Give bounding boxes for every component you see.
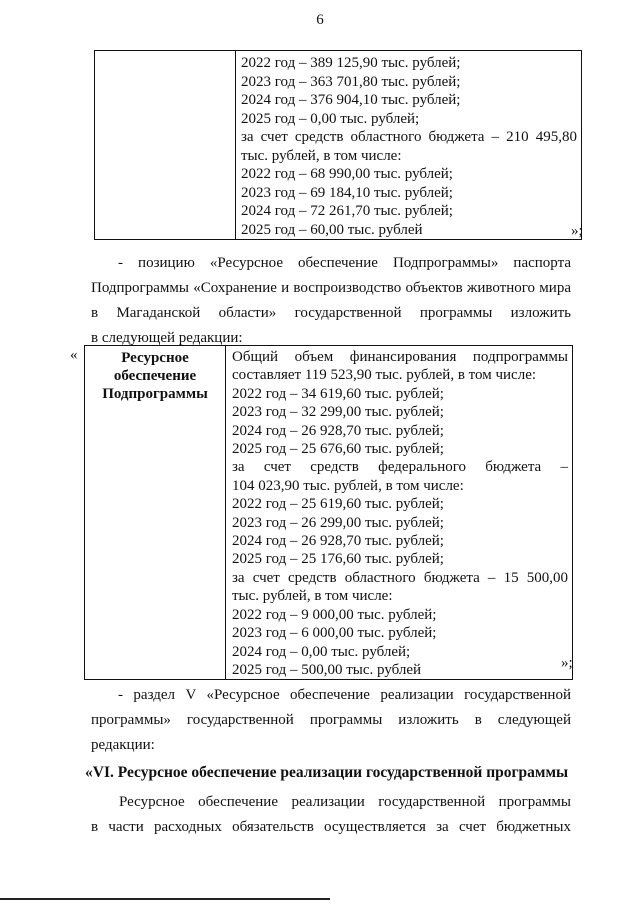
table2-line: 2024 год – 26 928,70 тыс. рублей;	[232, 422, 444, 439]
table2-line: 2025 год – 500,00 тыс. рублей	[232, 661, 422, 678]
table1-line: за счет средств областного бюджета – 210 495,80	[241, 129, 577, 145]
table1-line: 2022 год – 68 990,00 тыс. рублей;	[241, 166, 453, 182]
table2-line: за счет средств федерального бюджета –	[232, 459, 568, 476]
table2-line: 2023 год – 26 299,00 тыс. рублей;	[232, 514, 444, 531]
table2-line: 2023 год – 6 000,00 тыс. рублей;	[232, 625, 437, 642]
paragraph-line: Подпрограммы «Сохранение и воспроизводство объектов животного мира	[91, 280, 571, 296]
page-number: 6	[316, 12, 324, 28]
table2-line: 2025 год – 25 176,60 тыс. рублей;	[232, 551, 444, 568]
table1-line: 2025 год – 60,00 тыс. рублей	[241, 221, 423, 238]
paragraph-line: в Магаданской области» государственной программы изложить	[91, 305, 571, 321]
table1-line: 2023 год – 363 701,80 тыс. рублей;	[241, 73, 461, 90]
table2-line: 2024 год – 0,00 тыс. рублей;	[232, 643, 411, 660]
table2-line: 2023 год – 32 299,00 тыс. рублей;	[232, 404, 444, 421]
paragraph-resources	[91, 790, 571, 840]
table1-line: 2024 год – 376 904,10 тыс. рублей;	[241, 92, 461, 108]
table2-line: 2024 год – 26 928,70 тыс. рублей;	[232, 533, 444, 550]
table1-line: 2023 год – 69 184,10 тыс. рублей;	[241, 184, 453, 201]
table1-line: 2025 год – 0,00 тыс. рублей;	[241, 110, 420, 127]
table2-line: тыс. рублей, в том числе:	[232, 588, 393, 605]
paragraph-line: в части расходных обязательств осуществляется за счет бюджетных	[91, 819, 571, 835]
table2-line: 2022 год – 9 000,00 тыс. рублей;	[232, 606, 437, 623]
table2-line: за счет средств областного бюджета – 15 500,00	[232, 569, 568, 586]
paragraph-line: в следующей редакции:	[91, 330, 243, 346]
section-heading: «VI. Ресурсное обеспечение реализации государственной программы	[85, 764, 569, 781]
table2-line: 2025 год – 25 676,60 тыс. рублей;	[232, 441, 444, 458]
table1-line: тыс. рублей, в том числе:	[241, 147, 402, 164]
table2-label-line: Ресурсное	[121, 350, 189, 366]
paragraph-line: Ресурсное обеспечение реализации государственной программы	[119, 794, 571, 810]
table2-label-line: обеспечение	[113, 368, 197, 384]
table2-line: 2022 год – 34 619,60 тыс. рублей;	[232, 385, 444, 402]
table1-right-cell	[236, 51, 582, 240]
closing-quote-mark: »;	[571, 223, 583, 239]
table2-line: Общий объем финансирования подпрограммы	[232, 349, 568, 365]
financing-table-continued	[94, 50, 582, 240]
table2-label-line: Подпрограммы	[102, 386, 208, 402]
paragraph-line: программы» государственной программы изложить в следующей	[91, 712, 571, 728]
table1-line: 2024 год – 72 261,70 тыс. рублей;	[241, 203, 453, 219]
table2-line: 2022 год – 25 619,60 тыс. рублей;	[232, 496, 444, 513]
table2-label-cell	[85, 346, 226, 680]
paragraph-section-change	[91, 683, 571, 758]
paragraph-line: - раздел V «Ресурсное обеспечение реализации государственной	[118, 687, 571, 703]
table1-line: 2022 год – 389 125,90 тыс. рублей;	[241, 55, 461, 71]
opening-quote-mark: «	[70, 347, 78, 363]
table2-value-cell	[226, 346, 573, 680]
footer-rule	[0, 898, 330, 900]
closing-quote-mark: »;	[561, 655, 573, 671]
paragraph-position-change	[91, 251, 571, 351]
table2-line: составляет 119 523,90 тыс. рублей, в том числе:	[232, 367, 537, 384]
table2-line: 104 023,90 тыс. рублей, в том числе:	[232, 477, 464, 494]
paragraph-line: - позицию «Ресурсное обеспечение Подпрограммы» паспорта	[118, 255, 571, 271]
table1-left-cell	[95, 51, 236, 240]
subprogram-resources-table	[84, 345, 573, 680]
paragraph-line: редакции:	[91, 737, 155, 753]
